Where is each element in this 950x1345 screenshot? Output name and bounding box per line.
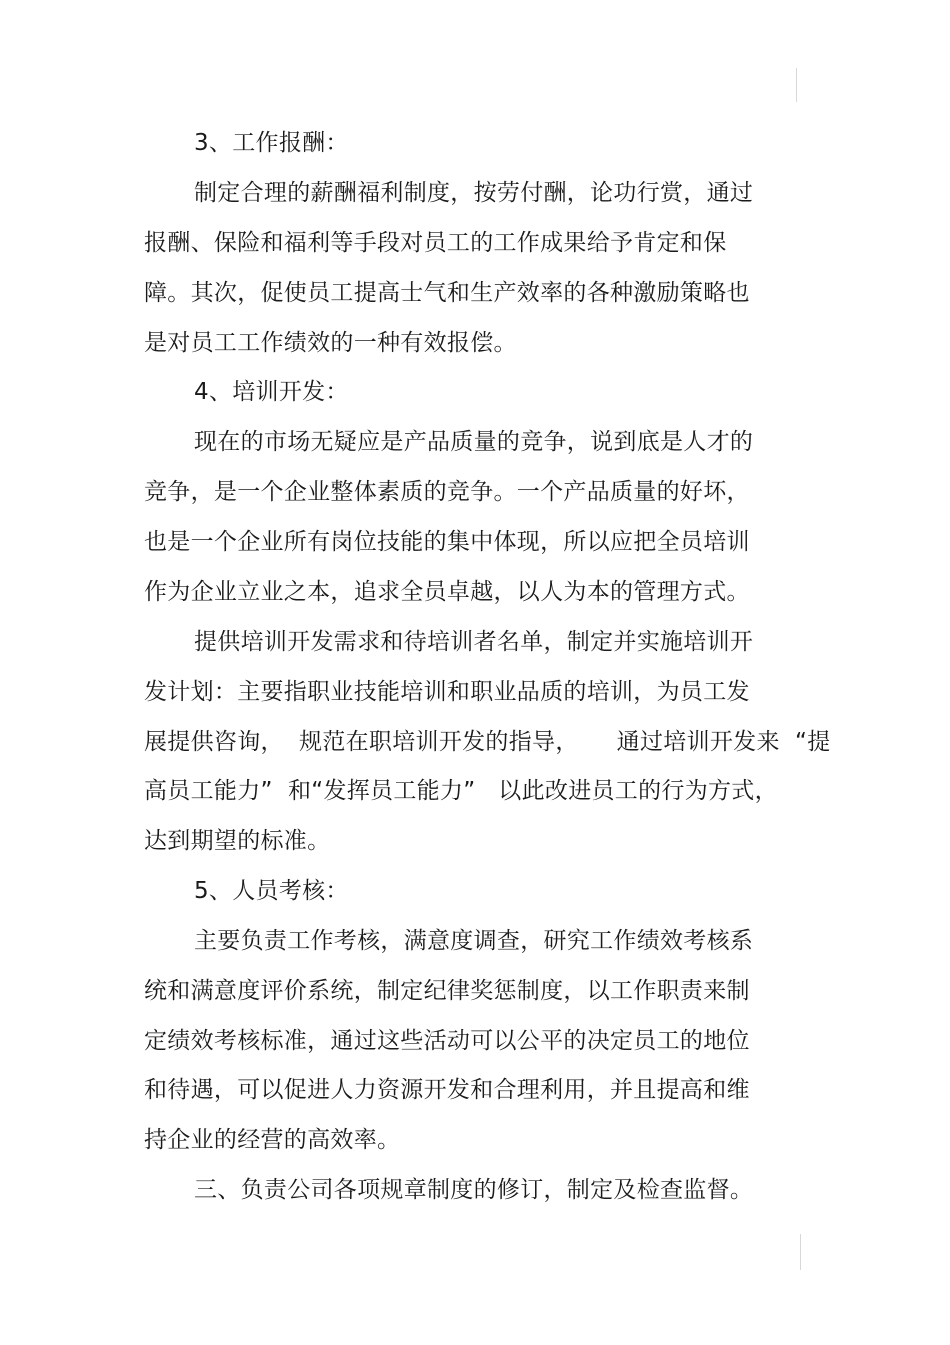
paragraph-line: 也是一个企业所有岗位技能的集中体现，所以应把全员培训 <box>144 529 750 555</box>
paragraph-line: 和待遇，可以促进人力资源开发和合理利用，并且提高和维 <box>144 1077 750 1103</box>
paragraph-line: 报酬、保险和福利等手段对员工的工作成果给予肯定和保 <box>144 230 727 256</box>
paragraph-line: 达到期望的标准。 <box>144 828 331 854</box>
paragraph-line: 主要负责工作考核，满意度调查，研究工作绩效考核系 <box>194 928 754 954</box>
paragraph-line: 发计划：主要指职业技能培训和职业品质的培训，为员工发 <box>144 679 750 705</box>
paragraph-line: 现在的市场无疑应是产品质量的竞争，说到底是人才的 <box>194 429 754 455</box>
paragraph-line: 展提供咨询， 规范在职培训开发的指导， 通过培训开发来 “提 <box>144 729 831 755</box>
section-heading: 4、培训开发： <box>194 379 349 405</box>
paragraph-line: 制定合理的薪酬福利制度，按劳付酬，论功行赏，通过 <box>194 180 754 206</box>
section-heading: 三、负责公司各项规章制度的修订，制定及检查监督。 <box>194 1177 754 1203</box>
paragraph-line: 统和满意度评价系统，制定纪律奖惩制度，以工作职责来制 <box>144 978 750 1004</box>
paragraph-line: 竞争，是一个企业整体素质的竞争。一个产品质量的好坏， <box>144 479 750 505</box>
paragraph-line: 障。其次，促使员工提高士气和生产效率的各种激励策略也 <box>144 280 750 306</box>
paragraph-line: 提供培训开发需求和待培训者名单，制定并实施培训开 <box>194 629 754 655</box>
paragraph-line: 持企业的经营的高效率。 <box>144 1127 401 1153</box>
scan-edge-mark-bottom <box>800 1234 801 1270</box>
section-heading: 5、人员考核： <box>194 878 349 904</box>
paragraph-line: 是对员工工作绩效的一种有效报偿。 <box>144 330 517 356</box>
paragraph-line: 高员工能力” 和“发挥员工能力” 以此改进员工的行为方式， <box>144 778 778 804</box>
scan-edge-mark-top <box>796 68 797 102</box>
section-heading: 3、工作报酬： <box>194 130 349 156</box>
paragraph-line: 定绩效考核标准，通过这些活动可以公平的决定员工的地位 <box>144 1028 750 1054</box>
paragraph-line: 作为企业立业之本，追求全员卓越，以人为本的管理方式。 <box>144 579 750 605</box>
